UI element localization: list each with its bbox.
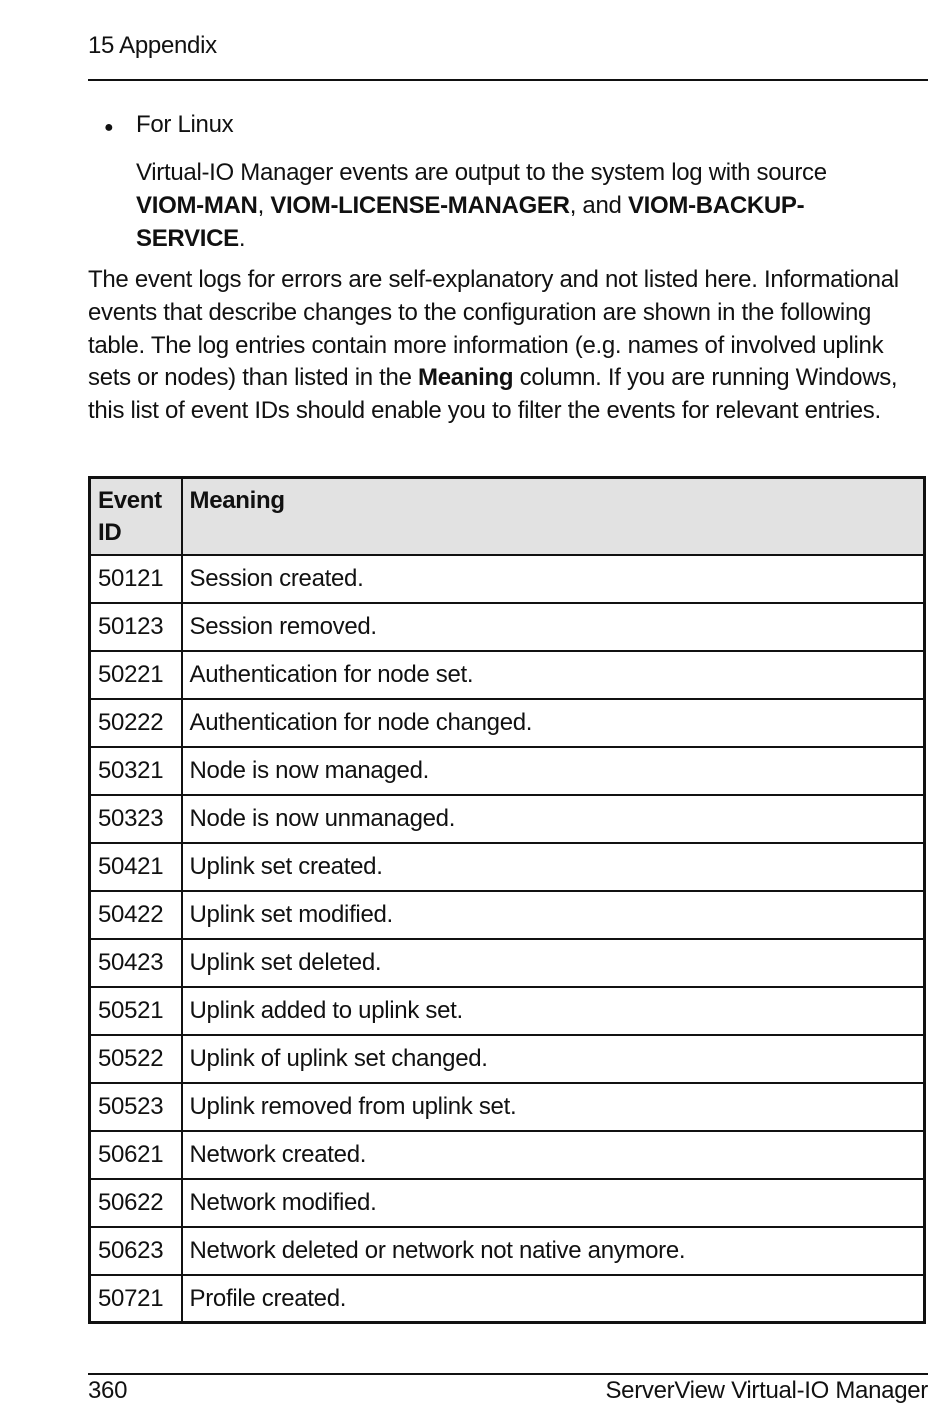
table-row: [90, 843, 925, 891]
event-id-cell: 50622: [90, 1179, 182, 1227]
event-id-cell: 50221: [90, 651, 182, 699]
separator-text: , and: [569, 192, 628, 219]
table-row: [90, 795, 925, 843]
meaning-cell: Authentication for node set.: [182, 651, 925, 699]
meaning-cell: Network deleted or network not native anymore.: [182, 1227, 925, 1275]
source-name: VIOM-MAN: [136, 192, 258, 219]
table-row: [90, 603, 925, 651]
intro-text: The event logs for errors are self-explanatory and not listed here. Informational events that describe changes to the configuration are shown in the following table. The log entries contain more information (e.g. names of involved uplink sets or nodes) than listed in the: [88, 266, 899, 392]
intro-paragraph: [88, 264, 928, 428]
table-row: [90, 747, 925, 795]
meaning-cell: Uplink added to uplink set.: [182, 987, 925, 1035]
table-row: [90, 891, 925, 939]
footer-document-title: ServerView Virtual-IO Manager: [605, 1377, 928, 1404]
meaning-cell: Network created.: [182, 1131, 925, 1179]
linux-description-text: Virtual-IO Manager events are output to the system log with source: [136, 159, 827, 186]
bullet-item: [88, 108, 918, 144]
event-id-cell: 50222: [90, 699, 182, 747]
meaning-cell: Uplink set deleted.: [182, 939, 925, 987]
table-row: [90, 555, 925, 603]
event-id-cell: 50423: [90, 939, 182, 987]
meaning-cell: Uplink set created.: [182, 843, 925, 891]
header-divider: [88, 79, 928, 81]
table-row: [90, 1131, 925, 1179]
sentence-end: .: [238, 225, 246, 252]
table-row: [90, 1083, 925, 1131]
source-name: VIOM-LICENSE-MANAGER: [270, 192, 570, 219]
event-id-table: [88, 476, 926, 1324]
event-id-cell: 50523: [90, 1083, 182, 1131]
meaning-cell: Uplink set modified.: [182, 891, 925, 939]
bullet-icon: ●: [104, 119, 114, 136]
meaning-cell: Uplink of uplink set changed.: [182, 1035, 925, 1083]
event-id-cell: 50321: [90, 747, 182, 795]
table-row: [90, 1227, 925, 1275]
event-id-cell: 50421: [90, 843, 182, 891]
table-row: [90, 1035, 925, 1083]
table-row: [90, 1179, 925, 1227]
meaning-cell: Node is now unmanaged.: [182, 795, 925, 843]
event-id-cell: 50721: [90, 1275, 182, 1323]
bullet-label: For Linux: [136, 111, 234, 138]
table-row: [90, 699, 925, 747]
event-id-cell: 50522: [90, 1035, 182, 1083]
column-header-event-id: Event ID: [90, 478, 182, 555]
footer-divider: [88, 1373, 928, 1375]
event-id-cell: 50123: [90, 603, 182, 651]
meaning-cell: Session removed.: [182, 603, 925, 651]
table-row: [90, 939, 925, 987]
event-id-cell: 50323: [90, 795, 182, 843]
linux-description-paragraph: [136, 156, 896, 255]
table-row: [90, 651, 925, 699]
table-row: [90, 987, 925, 1035]
linux-bullet-section: [88, 108, 918, 255]
event-id-cell: 50621: [90, 1131, 182, 1179]
page-number: 360: [88, 1377, 128, 1404]
page-header-title: 15 Appendix: [88, 32, 217, 59]
table-row: [90, 1275, 925, 1323]
meaning-cell: Network modified.: [182, 1179, 925, 1227]
meaning-cell: Session created.: [182, 555, 925, 603]
separator-text: ,: [257, 192, 271, 219]
intro-text: column. If you are running Windows, this list of event IDs should enable you to filter the events for relevant entries.: [88, 364, 898, 425]
event-id-cell: 50422: [90, 891, 182, 939]
event-id-cell: 50623: [90, 1227, 182, 1275]
meaning-cell: Profile created.: [182, 1275, 925, 1323]
meaning-cell: Authentication for node changed.: [182, 699, 925, 747]
intro-bold-term: Meaning: [418, 364, 514, 392]
column-header-meaning: Meaning: [182, 478, 925, 555]
meaning-cell: Node is now managed.: [182, 747, 925, 795]
event-id-cell: 50521: [90, 987, 182, 1035]
meaning-cell: Uplink removed from uplink set.: [182, 1083, 925, 1131]
event-id-cell: 50121: [90, 555, 182, 603]
source-name: VIOM-BACKUP-SERVICE: [136, 192, 805, 252]
table-header-row: [90, 478, 925, 555]
